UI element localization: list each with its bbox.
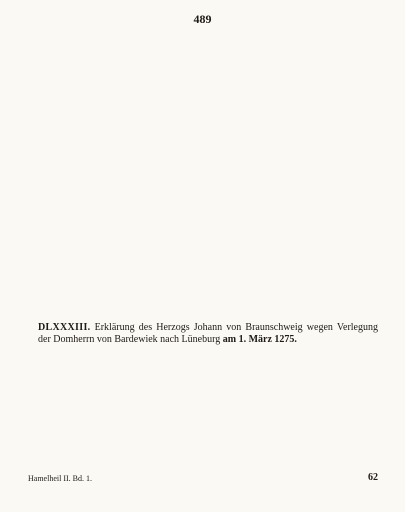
heading-date: am 1. März 1275. <box>222 334 297 345</box>
heading-text: Erklärung des Herzogs Johann von Braunschweig wegen Verlegung der Domherrn von Bardewiek nach Lüneburg <box>38 322 378 345</box>
signature-mark: Hamelheil II. Bd. 1. <box>28 474 92 483</box>
document-number: DLXXXIII. <box>38 322 91 333</box>
page-number: 489 <box>193 12 212 26</box>
folio-number: 62 <box>368 472 378 483</box>
section-heading <box>38 322 378 346</box>
